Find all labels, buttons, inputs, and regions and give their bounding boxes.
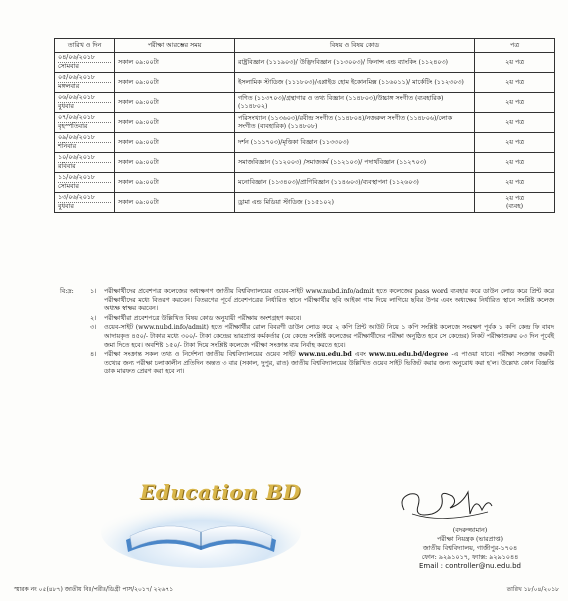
table-row xyxy=(55,53,555,73)
note-text-part: এবং xyxy=(351,351,369,359)
table-row xyxy=(55,93,555,113)
subject-cell: রাষ্ট্রবিজ্ঞান (১১১৯০৩)/ উদ্ভিদবিজ্ঞান (১১৩০০৩)/ ফিনান্স এন্ড ব্যাংকিং (১১২৪০৩) xyxy=(235,53,475,73)
paper-cell xyxy=(475,113,555,133)
paper-label: ২য় পত্র xyxy=(505,158,524,166)
signatory-phone: ফোন: ৯২৯১০১৭, ফ্যাক্স: ৯২৯১০৪৪ xyxy=(421,553,519,561)
start-time-cell: সকাল ০৯:০০টা xyxy=(115,133,235,153)
paper-label: ২য় পত্র xyxy=(505,138,524,146)
table-row xyxy=(55,153,555,173)
subject-cell: ইসলামিক স্টাডিজ (১১১৮০৩)/এপ্লাইড হোম ইকোনমিক্স (১১৬০১১)/ মার্কেটিং (১১২৩০৩) xyxy=(235,73,475,93)
paper-label: ২য় পত্র xyxy=(505,178,524,186)
table-row xyxy=(55,73,555,93)
header-start-time: পরীক্ষা আরম্ভের সময় xyxy=(115,39,235,53)
education-bd-logo xyxy=(96,470,306,570)
note-number: ৪। xyxy=(90,351,97,359)
subject-cell: দর্শন (১১১৭০৩)/মৃত্তিকা বিজ্ঞান (১১৩৩০৩) xyxy=(235,133,475,153)
exam-date: ১৩/০৬/২০১৮ xyxy=(58,194,111,203)
note-number: ২। xyxy=(90,314,97,322)
exam-date: ০৫/০৬/২০১৮ xyxy=(58,74,111,83)
issue-date: তারিখ ১৮/০৪/২০১৮ xyxy=(506,586,559,593)
paper-cell xyxy=(475,73,555,93)
note-text-part: পরীক্ষা সংক্রান্ত সকল তথ্য ও নির্দেশনা জাতীয় বিশ্ববিদ্যালয়ের ওয়েব সাইট xyxy=(104,351,299,359)
date-cell xyxy=(55,73,115,93)
paper-label: ২য় পত্র xyxy=(505,58,524,66)
date-cell xyxy=(55,133,115,153)
header-date-day: তারিখ ও দিন xyxy=(55,39,115,53)
signature-block xyxy=(380,490,560,571)
start-time-cell: সকাল ০৯:০০টা xyxy=(115,173,235,193)
start-time-cell: সকাল ০৯:০০টা xyxy=(115,53,235,73)
start-time-cell: সকাল ০৯:০০টা xyxy=(115,193,235,213)
header-paper: পত্র xyxy=(475,39,555,53)
table-header-row xyxy=(55,39,555,53)
paper-cell xyxy=(475,133,555,153)
exam-date: ১০/০৬/২০১৮ xyxy=(58,154,111,163)
table-body xyxy=(55,53,555,213)
date-cell xyxy=(55,153,115,173)
note-number: ৩। xyxy=(90,324,97,332)
note-item-4 xyxy=(60,351,554,377)
paper-cell xyxy=(475,173,555,193)
exam-day: বুধবার xyxy=(58,103,74,110)
exam-day: রবিবার xyxy=(58,163,76,170)
start-time-cell: সকাল ০৯:০০টা xyxy=(115,153,235,173)
exam-day: সোমবার xyxy=(58,183,79,190)
exam-date: ০৪/০৬/২০১৮ xyxy=(58,54,111,63)
signatory-email[interactable]: Email : controller@nu.edu.bd xyxy=(418,562,522,570)
paper-label: ২য় পত্র xyxy=(505,194,524,202)
start-time-cell: সকাল ০৯:০০টা xyxy=(115,113,235,133)
subject-cell: মনোবিজ্ঞান (১১৩৪০৩)/প্রাণিবিজ্ঞান (১১৪৬০৩)/ব্যবস্থাপনা (১১২৬০৩) xyxy=(235,173,475,193)
note-item-3 xyxy=(60,324,554,350)
paper-note: (ব্যবহ) xyxy=(505,202,524,210)
exam-day: বৃহস্পতিবার xyxy=(58,123,88,130)
exam-date: ০৭/০৬/২০১৮ xyxy=(58,114,111,123)
note-number: ১। xyxy=(90,288,97,295)
start-time-cell: সকাল ০৯:০০টা xyxy=(115,73,235,93)
subject-cell: সমাজবিজ্ঞান (১১২০০৩) /সমাজকর্ম (১১২১০৩)/ পদার্থবিজ্ঞান (১১২৭০৩) xyxy=(235,153,475,173)
notes-section xyxy=(60,288,554,378)
subject-cell: পরিসংখ্যান (১১৩৬০৩)/রবীন্দ্র সংগীত (১১৪৮০৪)/নজরুল সংগীত (১১৪৮০৬)/লোক সংগীত (ব্যবহারিক) (১১৪৮০৮) xyxy=(235,113,475,133)
table-row xyxy=(55,193,555,213)
header-subject-code: বিষয় ও বিষয় কোড xyxy=(235,39,475,53)
paper-cell xyxy=(475,93,555,113)
signatory-org: জাতীয় বিশ্ববিদ্যালয়, গাজীপুর-১৭০৪ xyxy=(422,544,518,552)
paper-cell xyxy=(475,193,555,213)
subject-cell: গণিত (১১৩৭০৩)/গ্রন্থাগার ও তথ্য বিজ্ঞান (১১৪৮০৩)/উচ্চাঙ্গ সংগীত (ব্যবহারিক) (১১৪৮০২) xyxy=(235,93,475,113)
date-cell xyxy=(55,193,115,213)
exam-date: ০৯/০৬/২০১৮ xyxy=(58,134,111,143)
table-row xyxy=(55,113,555,133)
exam-date: ০৬/০৬/২০১৮ xyxy=(58,94,111,103)
signatory-title: পরীক্ষা নিয়ন্ত্রক (ভারপ্রাপ্ত) xyxy=(436,535,504,543)
paper-cell xyxy=(475,53,555,73)
paper-label: ২য় পত্র xyxy=(505,118,524,126)
logo-text: Education BD xyxy=(140,480,301,504)
note-text-part: -এ পাওয়া যাবে। পরীক্ষা সংক্রান্ত জরুরী তথ্যের জন্য পরীক্ষা চলাকালীন প্রতিদিন অন্তত ৩ বার (সকাল, দুপুর, রাত) জাতীয় বিশ্ববিদ্যালয়ের উল্লিখিত ওয়েব সাইট ভিজিট করার জন্য অনুরোধ করা হ'ল। উল্লেখ্য কোন বিজ্ঞপ্তি ডাক মারফত প্রেরণ করা হবে না। xyxy=(104,351,555,376)
note-item-1 xyxy=(60,288,554,314)
nu-website-link[interactable]: www.nu.edu.bd xyxy=(298,351,352,359)
footer xyxy=(14,584,559,595)
signatory-name: (বদরুজ্জামান) xyxy=(452,526,488,534)
note-text: পরীক্ষার্থীদের প্রবেশপত্র কলেজের অধ্যক্ষগণ জাতীয় বিশ্ববিদ্যালয়ের ওয়েব-সাইট www.nubd.info/admit হতে কলেজের pass word ব্যবহার করে ডাউন লোড করে প্রিন্ট করে পরীক্ষার্থীদের মধ্যে বিতরণ করবেন। বিতরণের পূর্বে প্রবেশপত্রের নির্ধারিত স্থানে পরীক্ষার্থীর ছবি আইকা গাম দিয়ে লাগিয়ে ছবির উপর এবং অধ্যক্ষের নির্ধারিত স্থানে সংশ্লিষ্ট কলেজ অধ্যক্ষ স্বাক্ষর করবেন। xyxy=(104,288,554,313)
table-row xyxy=(55,173,555,193)
nu-degree-link[interactable]: www.nu.edu.bd/degree xyxy=(368,351,449,359)
note-text: পরীক্ষার্থীরা প্রবেশপত্রে উল্লিখিত বিষয় কোড অনুযায়ী পরীক্ষায় অংশগ্রহণ করবে। xyxy=(104,314,302,322)
paper-label: ২য় পত্র xyxy=(505,78,524,86)
exam-day: মঙ্গলবার xyxy=(58,83,80,90)
memo-number: স্মারক নং ০৫(৪৮৭) জাতীয় বিঃ/পরীঃ/ডিগ্রী পাস/২০১৭/ ২২৬৭১ xyxy=(14,586,174,593)
date-cell xyxy=(55,53,115,73)
note-text: ওয়েব-সাইট (www.nubd.info/admit) হতে পরীক্ষার্থীর রোল বিবরণী ডাউন লোড করে ২ কপি প্রিন্ট আউট নিয়ে ১ কপি সংশ্লিষ্ট কলেজে সংরক্ষণ পূর্বক ১ কপি কেন্দ্র ফি বাবদ আদায়কৃত ৪৫০/- টাকার মধ্যে ৩০০/- টাকা কেন্দ্রের ভারপ্রাপ্ত কর্মকর্তার (যে কেন্দ্রে সংশ্লিষ্ট কলেজের পরীক্ষার্থীদের পরীক্ষা অনুষ্ঠিত হবে সে কেন্দ্রের) নিকট পরীক্ষাশুরুর ০৩ দিন পূর্বেই জমা দিতে হবে। অবশিষ্ট ১৫০/- টাকা দিয়ে সংশ্লিষ্ট কলেজে পরীক্ষা সংক্রান্ত ব্যয় নির্বাহ করতে হবে। xyxy=(104,324,554,349)
exam-day: সোমবার xyxy=(58,63,79,70)
date-cell xyxy=(55,93,115,113)
paper-label: ২য় পত্র xyxy=(505,98,524,106)
date-cell xyxy=(55,113,115,133)
exam-day: শনিবার xyxy=(58,143,77,150)
exam-schedule-table xyxy=(54,38,555,213)
start-time-cell: সকাল ০৯:০০টা xyxy=(115,93,235,113)
note-text xyxy=(104,351,554,375)
exam-day: বুধবার xyxy=(58,203,74,210)
table-row xyxy=(55,133,555,153)
date-cell xyxy=(55,173,115,193)
note-item-2 xyxy=(60,315,554,324)
subject-cell: ড্রামা এন্ড মিডিয়া স্টাডিজ (১১৫১০২) xyxy=(235,193,475,213)
paper-cell xyxy=(475,153,555,173)
exam-date: ১১/০৬/২০১৮ xyxy=(58,174,111,183)
notes-lead: বি:দ্র: xyxy=(60,288,74,295)
